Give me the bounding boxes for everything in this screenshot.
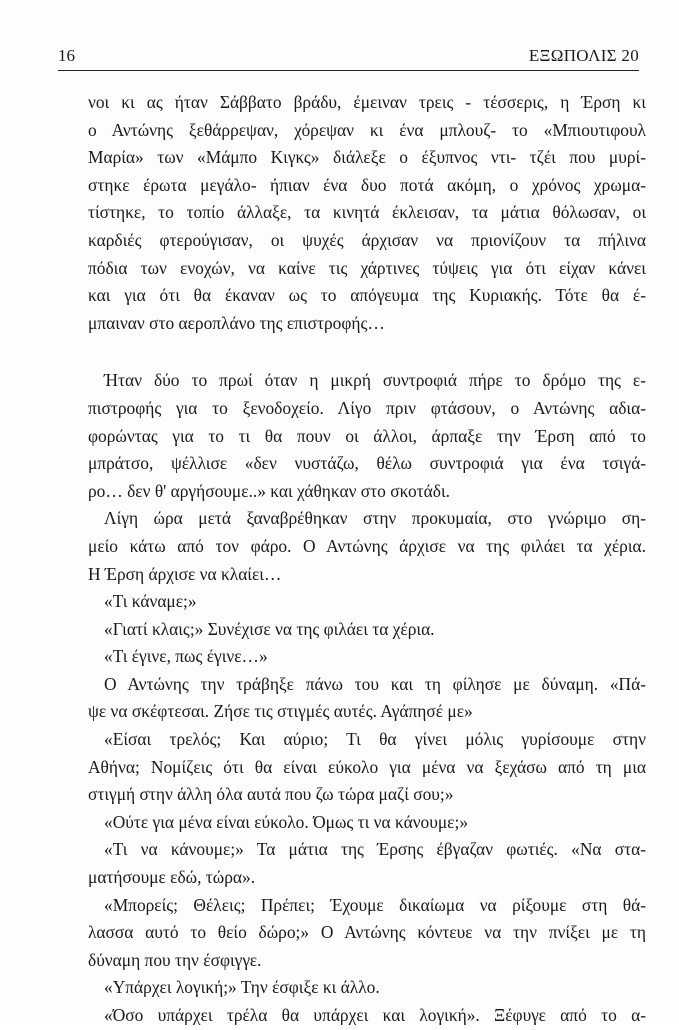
section-gap [88, 337, 646, 367]
text-line: ματήσουμε εδώ, τώρα». [88, 867, 256, 888]
text-line: πιστροφής για το ξενοδοχείο. Λίγο πριν φτάσουν, ο Αντώνης αδια- [88, 397, 646, 418]
text-line: ρο… δεν θ' αργήσουμε..» και χάθηκαν στο σκοτάδι. [88, 480, 450, 501]
text-line: «Γιατί κλαις;» Συνέχισε να της φιλάει τα χέρια. [104, 618, 435, 639]
paragraph [88, 643, 646, 671]
paragraph [88, 836, 646, 891]
text-line: ο Αντώνης ξεθάρρεψαν, χόρεψαν κι ένα μπλουζ- το «Μπιουτιφουλ [88, 119, 646, 140]
body-text [88, 89, 646, 1030]
text-line: «Τι έγινε, πως έγινε…» [104, 646, 268, 667]
text-line: «Τι να κάνουμε;» Τα μάτια της Έρσης έβγαζαν φωτιές. «Να στα- [104, 839, 646, 860]
text-line: «Υπάρχει λογική;» Την έσφιξε κι άλλο. [104, 977, 380, 998]
running-title: ΕΞΩΠΟΛΙΣ 20 [528, 46, 639, 65]
paragraph [88, 1002, 646, 1030]
paragraph [88, 809, 646, 837]
page-header [58, 44, 639, 71]
text-line: Αθήνα; Νομίζεις ότι θα είναι εύκολο για μένα να ξεχάσω από τη μια [88, 756, 646, 777]
text-line: καρδιές φτερούγισαν, οι ψυχές άρχισαν να πριονίζουν τα πήλινα [88, 229, 646, 250]
text-line: μείο κάτω από τον φάρο. Ο Αντώνης άρχισε να της φιλάει τα χέρια. [88, 535, 646, 556]
text-line: λασσα αυτό το θείο δώρο;» Ο Αντώνης κόντευε να την πνίξει με τη [88, 922, 646, 943]
text-line: Λίγη ώρα μετά ξαναβρέθηκαν στην προκυμαία, στο γνώριμο ση- [104, 508, 646, 529]
text-line: μπράτσο, ψέλλισε «δεν νυστάζω, θέλω συντροφιά για ένα τσιγά- [88, 453, 646, 474]
paragraph [88, 892, 646, 975]
text-line: στηκε έρωτα μεγάλο- ήπιαν ένα δυο ποτά ακόμη, ο χρόνος χρωμα- [88, 174, 646, 195]
text-line: «Είσαι τρελός; Και αύριο; Τι θα γίνει μόλις γυρίσουμε στην [104, 729, 646, 750]
text-line: ψε να σκέφτεσαι. Ζήσε τις στιγμές αυτές. Αγάπησέ με» [88, 701, 473, 722]
text-line: «Μπορείς; Θέλεις; Πρέπει; Έχουμε δικαίωμα να ρίξουμε στη θά- [104, 894, 646, 915]
paragraph [88, 588, 646, 616]
text-line: «Ούτε για μένα είναι εύκολο. Όμως τι να κάνουμε;» [104, 811, 469, 832]
paragraph [88, 671, 646, 726]
paragraph [88, 367, 646, 505]
text-line: «Όσο υπάρχει τρέλα θα υπάρχει και λογική». Ξέφυγε από το α- [104, 1005, 646, 1025]
text-line: νοι κι ας ήταν Σάββατο βράδυ, έμειναν τρεις - τέσσερις, η Έρση κι [88, 92, 646, 112]
text-line: πόδια των ενοχών, να καίνε τις χάρτινες τύψεις για ότι είχαν κάνει [88, 257, 646, 278]
text-line: μπαιναν στο αεροπλάνο της επιστροφής… [88, 312, 385, 333]
paragraph [88, 505, 646, 588]
paragraph [88, 726, 646, 809]
paragraph [88, 974, 646, 1002]
text-line: Η Έρση άρχισε να κλαίει… [88, 563, 282, 584]
text-line: «Τι κάναμε;» [104, 591, 197, 612]
text-line: Μαρία» των «Μάμπο Κιγκς» διάλεξε ο έξυπνος ντι- τζέι που μυρί- [88, 147, 646, 168]
paragraph [88, 616, 646, 644]
text-line: στιγμή στην άλλη όλα αυτά που ζω τώρα μαζί σου;» [88, 784, 454, 805]
text-line: τίστηκε, το τοπίο άλλαξε, τα κινητά έκλεισαν, τα μάτια θόλωσαν, οι [88, 202, 646, 223]
text-line: δύναμη που την έσφιγγε. [88, 949, 262, 970]
text-line: και για ότι θα έκαναν ως το απόγευμα της Κυριακής. Τότε θα έ- [88, 285, 646, 306]
paragraph [88, 89, 646, 337]
text-line: Ο Αντώνης την τράβηξε πάνω του και τη φίλησε με δύναμη. «Πά- [104, 673, 646, 694]
page-number: 16 [58, 46, 75, 65]
text-line: φορώντας για το τι θα πουν οι άλλοι, άρπαξε την Έρση από το [88, 425, 646, 446]
text-line: Ήταν δύο το πρωί όταν η μικρή συντροφιά πήρε το δρόμο της ε- [104, 370, 646, 391]
